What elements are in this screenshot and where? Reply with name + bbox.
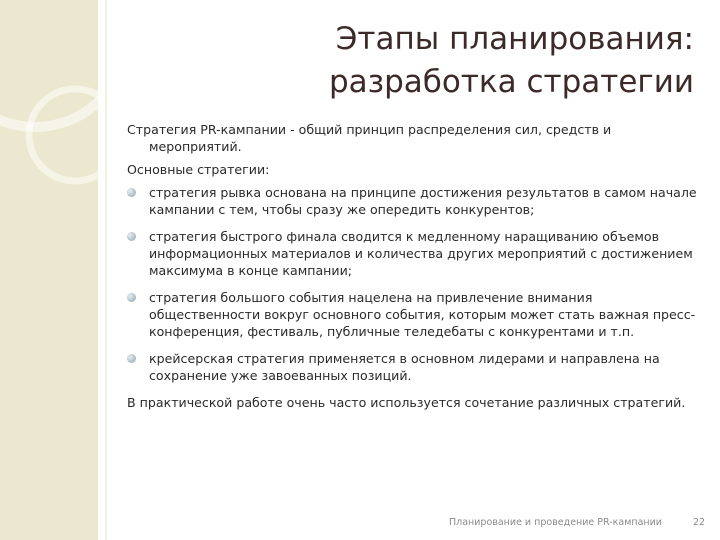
strategies-heading: Основные стратегии: [127, 162, 270, 177]
slide-body [127, 121, 702, 411]
bullet-icon [127, 188, 136, 197]
strategies-list [127, 184, 702, 384]
slide-title [214, 18, 694, 104]
bullet-icon [127, 232, 136, 241]
panel-divider-line [105, 0, 107, 540]
footer-caption: Планирование и проведение PR-кампании [449, 517, 662, 528]
list-item [127, 228, 702, 279]
list-item-text: стратегия рывка основана на принципе достижения результатов в самом начале кампании с тем, чтобы сразу же опередить конкурентов; [149, 185, 697, 217]
bullet-icon [127, 293, 136, 302]
intro-paragraph: Стратегия PR-кампании - общий принцип распределения сил, средств и мероприятий. [127, 122, 612, 154]
list-item-text: стратегия большого события нацелена на привлечение внимания общественности вокруг основного события, которым может стать важная пресс-конференция, фестиваль, публичные теледебаты с конкурентами и т.п. [149, 290, 696, 339]
conclusion-paragraph: В практической работе очень часто используется сочетание различных стратегий. [127, 395, 686, 410]
bullet-icon [127, 354, 136, 363]
page-number: 22 [693, 517, 706, 528]
slide-title-line-1: Этапы планирования: [335, 21, 694, 57]
decorative-side-panel [0, 0, 98, 540]
list-item [127, 289, 702, 340]
slide-title-line-2: разработка стратегии [328, 64, 694, 100]
panel-divider [98, 0, 105, 540]
list-item-text: крейсерская стратегия применяется в основном лидерами и направлена на сохранение уже завоеванных позиций. [149, 351, 660, 383]
list-item-text: стратегия быстрого финала сводится к медленному наращиванию объемов информационных материалов и количества других мероприятий с достижением максимума в конце кампании; [149, 229, 693, 278]
list-item [127, 184, 702, 218]
list-item [127, 350, 702, 384]
